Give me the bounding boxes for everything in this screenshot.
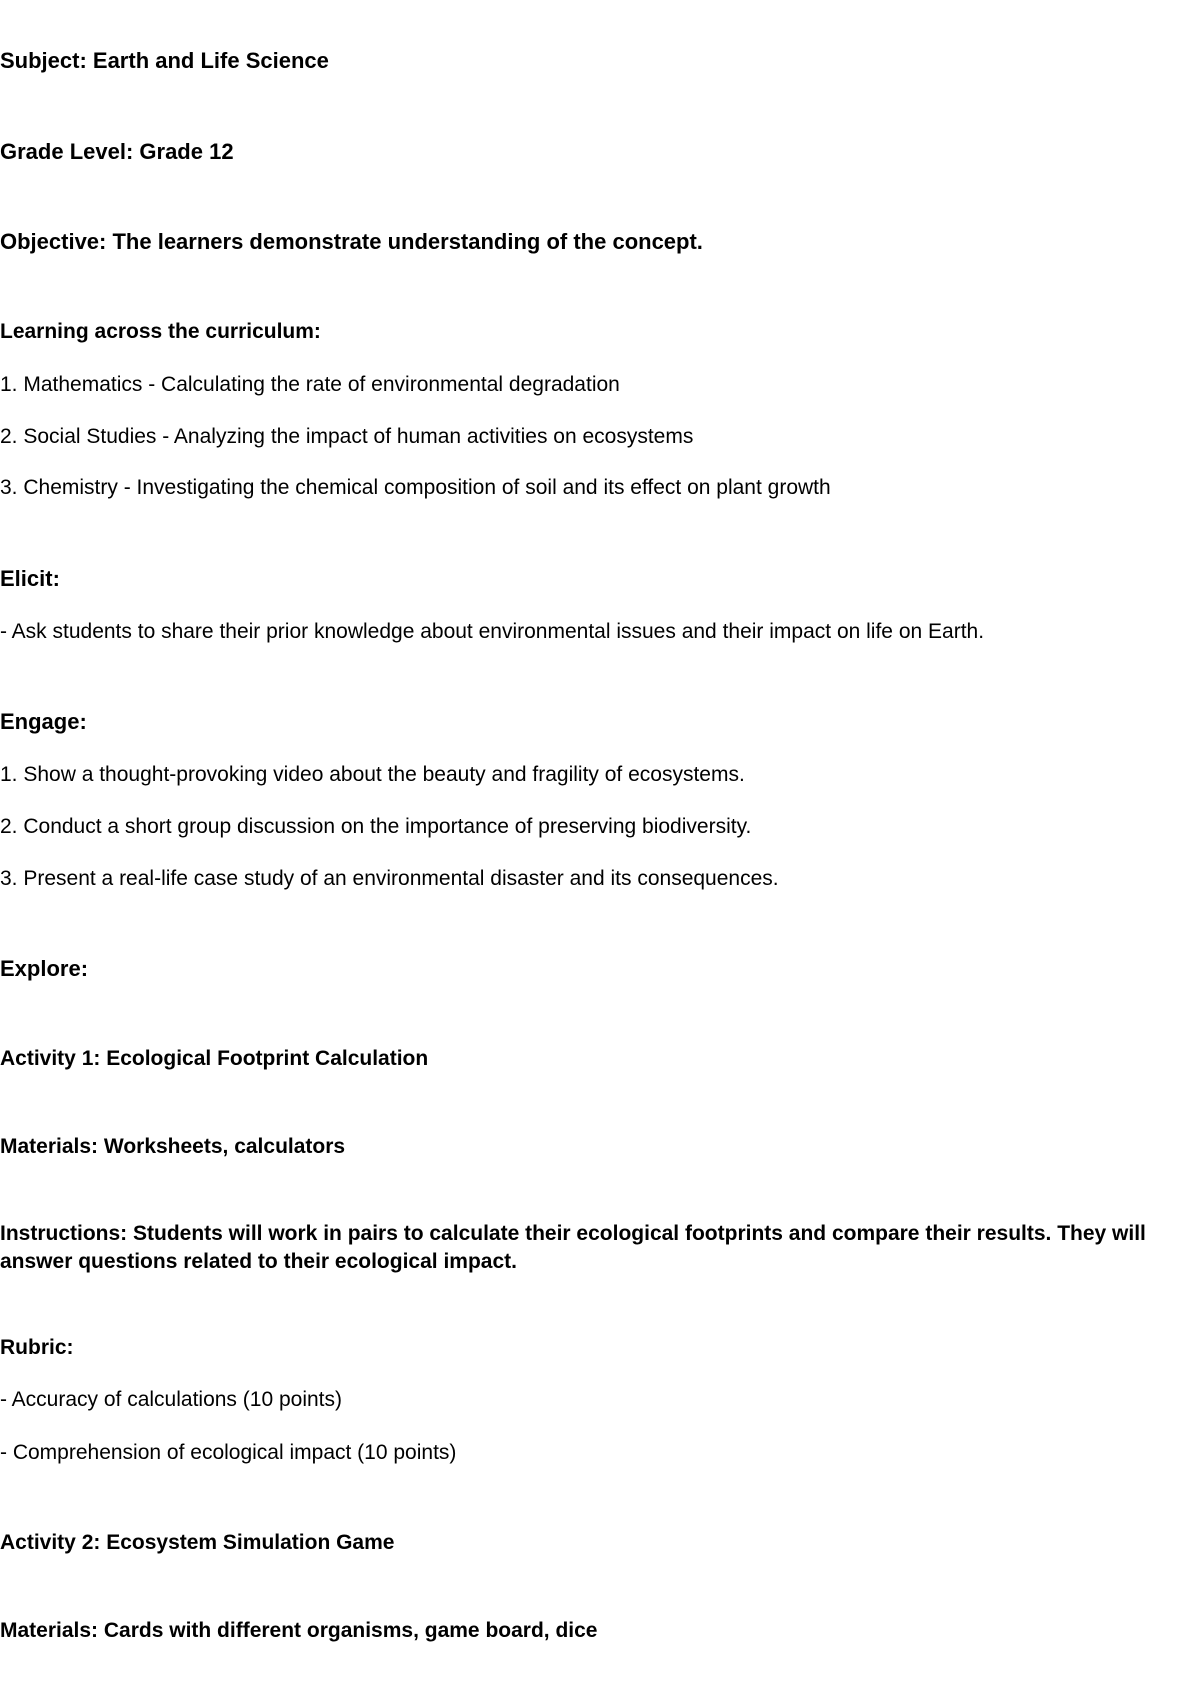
- elicit-item-1: - Ask students to share their prior knowledge about environmental issues and their impact on life on Earth.: [0, 620, 985, 643]
- learning-item-1: 1. Mathematics - Calculating the rate of environmental degradation: [0, 373, 620, 396]
- learning-across-heading: Learning across the curriculum:: [0, 320, 321, 343]
- learning-item-2: 2. Social Studies - Analyzing the impact of human activities on ecosystems: [0, 425, 694, 448]
- engage-heading: Engage:: [0, 709, 87, 734]
- subject-line: Subject: Earth and Life Science: [0, 48, 329, 73]
- objective-line: Objective: The learners demonstrate understanding of the concept.: [0, 229, 703, 254]
- engage-item-2: 2. Conduct a short group discussion on the importance of preserving biodiversity.: [0, 815, 752, 838]
- activity1-materials: Materials: Worksheets, calculators: [0, 1135, 346, 1158]
- explore-heading: Explore:: [0, 956, 89, 981]
- activity1-instructions: Instructions: Students will work in pairs to calculate their ecological footprints and compare their results. They will answer questions related to their ecological impact.: [0, 1222, 1146, 1273]
- rubric-item-2: - Comprehension of ecological impact (10 points): [0, 1441, 457, 1464]
- activity1-title: Activity 1: Ecological Footprint Calculation: [0, 1047, 429, 1070]
- elicit-heading: Elicit:: [0, 566, 60, 591]
- rubric-item-1: - Accuracy of calculations (10 points): [0, 1388, 342, 1411]
- engage-item-3: 3. Present a real-life case study of an environmental disaster and its consequences.: [0, 867, 779, 890]
- engage-item-1: 1. Show a thought-provoking video about the beauty and fragility of ecosystems.: [0, 763, 745, 786]
- learning-item-3: 3. Chemistry - Investigating the chemical composition of soil and its effect on plant growth: [0, 476, 831, 499]
- activity2-title: Activity 2: Ecosystem Simulation Game: [0, 1531, 395, 1554]
- grade-level-line: Grade Level: Grade 12: [0, 139, 234, 164]
- activity2-materials: Materials: Cards with different organisms, game board, dice: [0, 1619, 598, 1642]
- activity1-rubric-heading: Rubric:: [0, 1336, 74, 1359]
